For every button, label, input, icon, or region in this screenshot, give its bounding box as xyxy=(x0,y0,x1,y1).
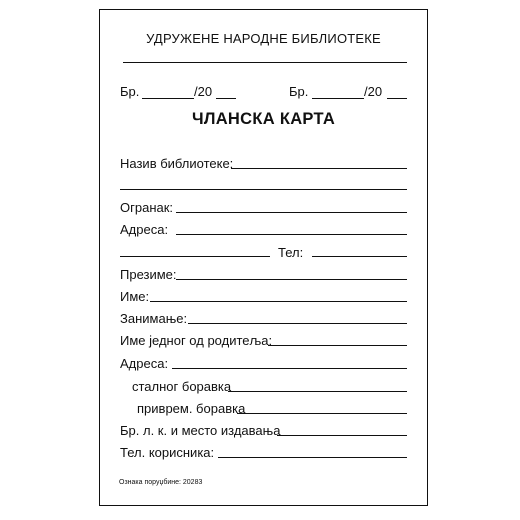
number-left-field[interactable] xyxy=(142,98,194,99)
residence-address-field[interactable] xyxy=(172,368,407,369)
address-field-2[interactable] xyxy=(120,256,270,257)
user-phone-label: Тел. корисника: xyxy=(120,445,215,460)
number-left-year: /20 xyxy=(194,84,213,99)
phone-label: Тел: xyxy=(278,245,304,260)
number-right-year-field[interactable] xyxy=(387,98,407,99)
number-right-prefix: Бр. xyxy=(289,84,309,99)
branch-field[interactable] xyxy=(176,212,407,213)
surname-field[interactable] xyxy=(176,279,407,280)
user-phone-field[interactable] xyxy=(218,457,407,458)
number-right-year: /20 xyxy=(364,84,383,99)
permanent-residence-field[interactable] xyxy=(228,391,407,392)
number-right-field[interactable] xyxy=(312,98,364,99)
id-card-field[interactable] xyxy=(277,435,407,436)
temporary-residence-label: приврем. боравка xyxy=(137,401,246,416)
id-card-label: Бр. л. к. и место издавања xyxy=(120,423,281,438)
library-name-field-2[interactable] xyxy=(120,189,407,190)
order-code: Ознака поруџбине: 20283 xyxy=(119,479,203,486)
address-field[interactable] xyxy=(176,234,407,235)
number-left-year-field[interactable] xyxy=(216,98,236,99)
library-name-field[interactable] xyxy=(231,168,407,169)
name-field[interactable] xyxy=(150,301,407,302)
temporary-residence-field[interactable] xyxy=(237,413,407,414)
parent-name-label: Име једног од родитеља: xyxy=(120,333,273,348)
phone-field[interactable] xyxy=(312,256,407,257)
surname-label: Презиме: xyxy=(120,267,177,282)
residence-address-label: Адреса: xyxy=(120,356,169,371)
card-title: ЧЛАНСКА КАРТА xyxy=(191,110,336,128)
membership-card xyxy=(99,9,428,506)
address-label: Адреса: xyxy=(120,222,169,237)
branch-label: Огранак: xyxy=(120,200,174,215)
occupation-field[interactable] xyxy=(188,323,407,324)
number-left-prefix: Бр. xyxy=(120,84,140,99)
parent-name-field[interactable] xyxy=(268,345,407,346)
organization-header: УДРУЖЕНЕ НАРОДНЕ БИБЛИОТЕКЕ xyxy=(146,31,381,46)
library-name-label: Назив библиотеке: xyxy=(120,156,234,171)
occupation-label: Занимање: xyxy=(120,311,188,326)
name-label: Име: xyxy=(120,289,150,304)
permanent-residence-label: сталног боравка xyxy=(132,379,232,394)
header-underline xyxy=(123,62,407,63)
